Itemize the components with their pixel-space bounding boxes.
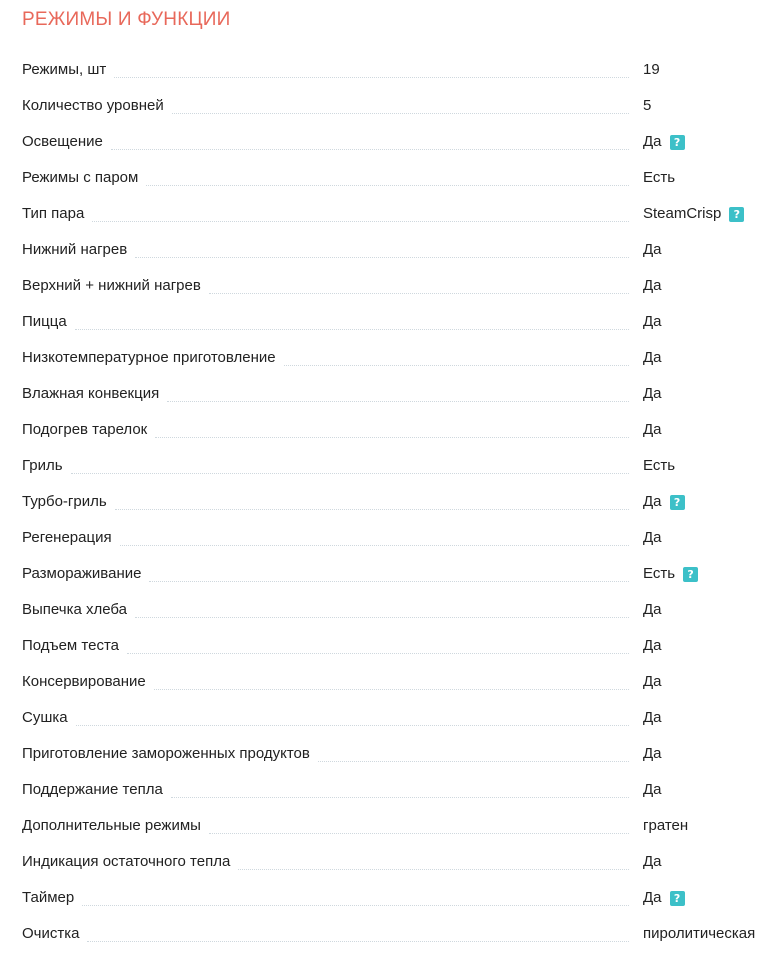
section-title: РЕЖИМЫ И ФУНКЦИИ bbox=[22, 9, 231, 30]
dotted-leader bbox=[71, 473, 629, 474]
spec-value bbox=[643, 268, 759, 304]
spec-value bbox=[643, 628, 759, 664]
spec-value-text: Да bbox=[643, 601, 662, 618]
dotted-leader bbox=[82, 905, 629, 906]
dotted-leader bbox=[75, 329, 629, 330]
spec-label bbox=[22, 664, 633, 700]
spec-value-text: 19 bbox=[643, 61, 660, 78]
spec-label-text: Таймер bbox=[22, 880, 78, 916]
spec-row bbox=[22, 196, 759, 232]
dotted-leader bbox=[149, 581, 629, 582]
spec-value bbox=[643, 340, 759, 376]
spec-value-text: Есть bbox=[643, 457, 676, 474]
spec-list bbox=[22, 52, 759, 952]
spec-label bbox=[22, 628, 633, 664]
spec-value-text: Да bbox=[643, 349, 662, 366]
spec-value bbox=[643, 376, 759, 412]
spec-value bbox=[643, 52, 759, 88]
spec-value-text: 5 bbox=[643, 97, 652, 114]
spec-value bbox=[643, 412, 759, 448]
spec-value-text: Есть bbox=[643, 565, 676, 582]
spec-row bbox=[22, 160, 759, 196]
spec-label-text: Выпечка хлеба bbox=[22, 592, 131, 628]
spec-label bbox=[22, 88, 633, 124]
spec-row bbox=[22, 376, 759, 412]
spec-label-text: Низкотемпературное приготовление bbox=[22, 340, 280, 376]
spec-value-text: Да bbox=[643, 745, 662, 762]
spec-label-text: Пицца bbox=[22, 304, 71, 340]
dotted-leader bbox=[115, 509, 629, 510]
spec-row bbox=[22, 808, 759, 844]
spec-label bbox=[22, 916, 633, 952]
spec-row bbox=[22, 340, 759, 376]
spec-label-text: Регенерация bbox=[22, 520, 116, 556]
spec-value bbox=[643, 556, 759, 592]
spec-row bbox=[22, 268, 759, 304]
spec-label bbox=[22, 736, 633, 772]
spec-value bbox=[643, 484, 759, 520]
dotted-leader bbox=[76, 725, 629, 726]
spec-label bbox=[22, 592, 633, 628]
spec-label-text: Консервирование bbox=[22, 664, 150, 700]
spec-value-text: SteamCrisp bbox=[643, 205, 722, 222]
dotted-leader bbox=[135, 257, 629, 258]
spec-label bbox=[22, 124, 633, 160]
dotted-leader bbox=[146, 185, 629, 186]
spec-row bbox=[22, 916, 759, 952]
spec-value bbox=[643, 124, 759, 160]
spec-value bbox=[643, 520, 759, 556]
spec-value-text: Да bbox=[643, 529, 662, 546]
dotted-leader bbox=[114, 77, 629, 78]
spec-value-text: Да bbox=[643, 313, 662, 330]
dotted-leader bbox=[92, 221, 629, 222]
dotted-leader bbox=[87, 941, 629, 942]
spec-label-text: Приготовление замороженных продуктов bbox=[22, 736, 314, 772]
dotted-leader bbox=[209, 833, 629, 834]
spec-row bbox=[22, 448, 759, 484]
spec-label-text: Размораживание bbox=[22, 556, 145, 592]
spec-label bbox=[22, 268, 633, 304]
spec-value-text: Да bbox=[643, 277, 662, 294]
spec-row bbox=[22, 52, 759, 88]
spec-row bbox=[22, 124, 759, 160]
spec-row bbox=[22, 304, 759, 340]
spec-value-text: Да bbox=[643, 241, 662, 258]
spec-row bbox=[22, 484, 759, 520]
spec-label bbox=[22, 160, 633, 196]
spec-row bbox=[22, 628, 759, 664]
spec-label-text: Дополнительные режимы bbox=[22, 808, 205, 844]
spec-label-text: Подъем теста bbox=[22, 628, 123, 664]
spec-label-text: Количество уровней bbox=[22, 88, 168, 124]
spec-label bbox=[22, 232, 633, 268]
dotted-leader bbox=[127, 653, 629, 654]
spec-value-text: Да bbox=[643, 133, 662, 150]
spec-value-text: Да bbox=[643, 673, 662, 690]
spec-label bbox=[22, 412, 633, 448]
spec-label bbox=[22, 52, 633, 88]
spec-value bbox=[643, 880, 759, 916]
spec-label-text: Турбо-гриль bbox=[22, 484, 111, 520]
help-icon[interactable]: ? bbox=[683, 567, 698, 582]
spec-label-text: Очистка bbox=[22, 916, 83, 952]
spec-value bbox=[643, 664, 759, 700]
spec-value bbox=[643, 844, 759, 880]
spec-value bbox=[643, 772, 759, 808]
spec-value bbox=[643, 88, 759, 124]
spec-label-text: Подогрев тарелок bbox=[22, 412, 151, 448]
spec-row bbox=[22, 736, 759, 772]
spec-label bbox=[22, 304, 633, 340]
spec-value bbox=[643, 592, 759, 628]
spec-value-text: Да bbox=[643, 637, 662, 654]
spec-value-text: Да bbox=[643, 853, 662, 870]
dotted-leader bbox=[238, 869, 629, 870]
help-icon[interactable]: ? bbox=[670, 135, 685, 150]
spec-label-text: Тип пара bbox=[22, 196, 88, 232]
spec-label bbox=[22, 808, 633, 844]
dotted-leader bbox=[318, 761, 629, 762]
spec-label-text: Режимы, шт bbox=[22, 52, 110, 88]
spec-value-text: гратен bbox=[643, 817, 689, 834]
spec-value-text: Да bbox=[643, 385, 662, 402]
spec-row bbox=[22, 412, 759, 448]
dotted-leader bbox=[209, 293, 629, 294]
help-icon[interactable]: ? bbox=[670, 495, 685, 510]
spec-value-text: Да bbox=[643, 889, 662, 906]
spec-label-text: Режимы с паром bbox=[22, 160, 142, 196]
spec-value bbox=[643, 808, 759, 844]
dotted-leader bbox=[155, 437, 629, 438]
spec-label bbox=[22, 340, 633, 376]
spec-label bbox=[22, 556, 633, 592]
spec-value-text: Да bbox=[643, 709, 662, 726]
spec-row bbox=[22, 844, 759, 880]
spec-value bbox=[643, 232, 759, 268]
spec-label bbox=[22, 844, 633, 880]
spec-value-text: Есть bbox=[643, 169, 676, 186]
spec-row bbox=[22, 232, 759, 268]
dotted-leader bbox=[172, 113, 629, 114]
spec-value bbox=[643, 916, 759, 952]
spec-value-text: Да bbox=[643, 781, 662, 798]
spec-row bbox=[22, 664, 759, 700]
spec-label bbox=[22, 772, 633, 808]
help-icon[interactable]: ? bbox=[729, 207, 744, 222]
dotted-leader bbox=[135, 617, 629, 618]
spec-value bbox=[643, 160, 759, 196]
spec-row bbox=[22, 880, 759, 916]
spec-label-text: Верхний + нижний нагрев bbox=[22, 268, 205, 304]
spec-label-text: Сушка bbox=[22, 700, 72, 736]
spec-row bbox=[22, 88, 759, 124]
dotted-leader bbox=[167, 401, 629, 402]
spec-label-text: Влажная конвекция bbox=[22, 376, 163, 412]
spec-label bbox=[22, 376, 633, 412]
spec-row bbox=[22, 520, 759, 556]
spec-label-text: Гриль bbox=[22, 448, 67, 484]
help-icon[interactable]: ? bbox=[670, 891, 685, 906]
spec-row bbox=[22, 700, 759, 736]
dotted-leader bbox=[111, 149, 629, 150]
spec-value bbox=[643, 736, 759, 772]
spec-row bbox=[22, 772, 759, 808]
spec-label bbox=[22, 484, 633, 520]
spec-value bbox=[643, 700, 759, 736]
dotted-leader bbox=[171, 797, 629, 798]
spec-label-text: Индикация остаточного тепла bbox=[22, 844, 234, 880]
spec-label bbox=[22, 196, 633, 232]
spec-label-text: Освещение bbox=[22, 124, 107, 160]
dotted-leader bbox=[154, 689, 629, 690]
spec-row bbox=[22, 592, 759, 628]
dotted-leader bbox=[120, 545, 629, 546]
spec-label bbox=[22, 448, 633, 484]
dotted-leader bbox=[284, 365, 629, 366]
spec-value-text: Да bbox=[643, 421, 662, 438]
spec-label bbox=[22, 880, 633, 916]
spec-value-text: пиролитическая bbox=[643, 925, 756, 942]
spec-value-text: Да bbox=[643, 493, 662, 510]
spec-label-text: Нижний нагрев bbox=[22, 232, 131, 268]
spec-label-text: Поддержание тепла bbox=[22, 772, 167, 808]
spec-value bbox=[643, 304, 759, 340]
spec-label bbox=[22, 520, 633, 556]
spec-value bbox=[643, 448, 759, 484]
spec-value bbox=[643, 196, 759, 232]
spec-row bbox=[22, 556, 759, 592]
spec-label bbox=[22, 700, 633, 736]
